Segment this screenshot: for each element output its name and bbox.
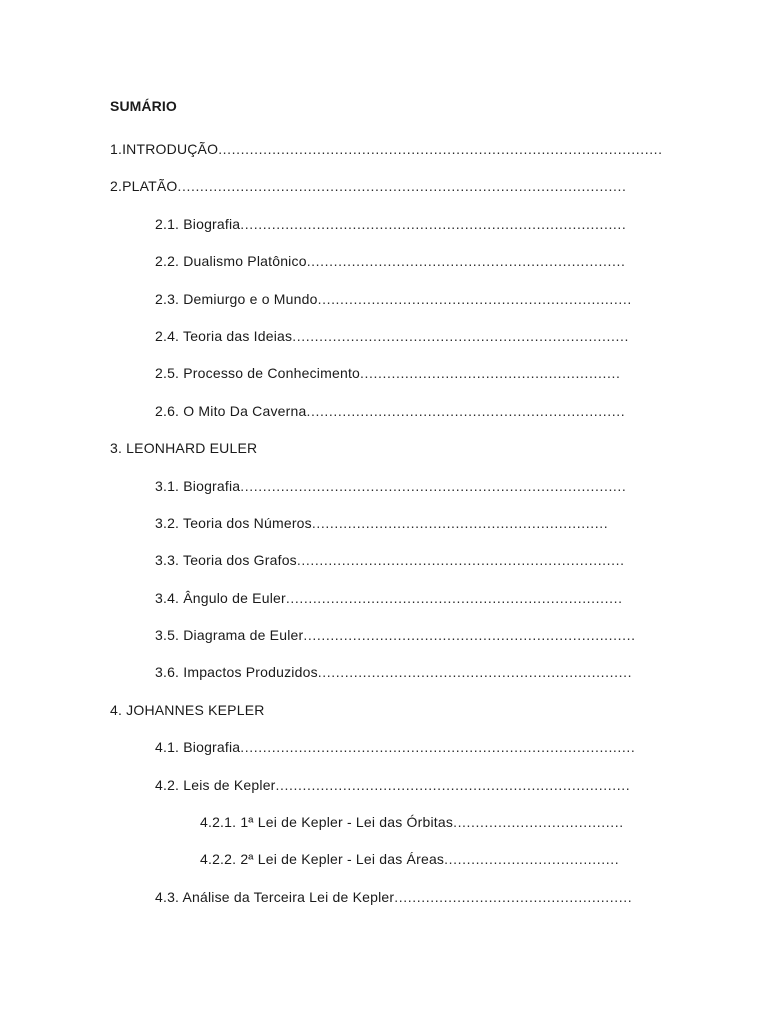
toc-entry <box>0 177 768 214</box>
toc-entry <box>0 402 768 439</box>
toc-entry-text <box>155 290 632 308</box>
toc-entry-label: 2.1. Biografia <box>155 215 241 232</box>
toc-entry-text <box>110 439 257 457</box>
toc-entry <box>0 626 768 663</box>
toc-entry <box>0 888 768 925</box>
toc-entry-text <box>155 477 626 495</box>
toc-entry-text <box>110 140 663 158</box>
toc-dot-leader: ........................................................................... <box>285 589 623 606</box>
toc-entry-text <box>155 327 629 345</box>
toc-entry-text <box>155 252 625 270</box>
toc-dot-leader: ...................................... <box>453 814 624 831</box>
toc-dot-leader: ........................................................................... <box>292 327 629 344</box>
toc-entry <box>0 215 768 252</box>
toc-dot-leader: ................................................................................................... <box>218 141 663 157</box>
toc-entry <box>0 364 768 401</box>
toc-entry-text <box>155 215 626 233</box>
toc-entry-label: 3.5. Diagrama de Euler <box>155 627 304 644</box>
toc-entry-text <box>155 364 620 382</box>
toc-entry <box>0 589 768 626</box>
toc-dot-leader: .......................................................... <box>360 365 621 382</box>
toc-entry <box>0 776 768 813</box>
toc-dot-leader: ...................................................................... <box>317 290 632 307</box>
toc-dot-leader: ....................................................................... <box>306 253 626 270</box>
toc-entry <box>0 252 768 289</box>
toc-dot-leader: ........................................................................................ <box>240 739 636 756</box>
toc-entry-text <box>200 813 624 831</box>
toc-entry <box>0 551 768 588</box>
toc-entry <box>0 663 768 700</box>
toc-entry-text <box>155 551 625 569</box>
toc-list <box>0 140 768 925</box>
toc-entry <box>0 477 768 514</box>
toc-entry <box>0 514 768 551</box>
toc-entry-text <box>155 514 608 532</box>
toc-entry <box>0 140 768 177</box>
toc-entry-label: 1.INTRODUÇÃO <box>110 141 219 157</box>
toc-entry-text <box>110 701 265 719</box>
toc-entry-label: 2.3. Demiurgo e o Mundo <box>155 290 318 307</box>
toc-entry-label: 4.2. Leis de Kepler <box>155 776 276 793</box>
toc-entry-label: 4. JOHANNES KEPLER <box>110 701 265 718</box>
toc-entry-label: 2.2. Dualismo Platônico <box>155 253 307 270</box>
toc-entry-text <box>155 589 623 607</box>
toc-dot-leader: ...................................................................... <box>317 664 633 681</box>
toc-dot-leader: ....................................... <box>444 851 620 868</box>
toc-dot-leader: ...................................................................................... <box>240 215 627 232</box>
toc-entry-label: 3. LEONHARD EULER <box>110 440 258 457</box>
toc-entry <box>0 439 768 476</box>
toc-dot-leader: .................................................................................................... <box>177 178 627 195</box>
toc-entry-label: 3.2. Teoria dos Números <box>155 514 312 531</box>
toc-dot-leader: ....................................................................... <box>306 402 626 419</box>
toc-entry-text <box>155 626 636 644</box>
toc-dot-leader: ..................................................... <box>394 888 633 905</box>
toc-entry-label: 2.PLATÃO <box>110 178 178 195</box>
toc-dot-leader: ............................................................................... <box>275 776 631 793</box>
toc-entry-label: 2.6. O Mito Da Caverna <box>155 402 307 419</box>
toc-entry <box>0 327 768 364</box>
toc-dot-leader: ...................................................................................... <box>240 477 627 494</box>
toc-entry-text <box>200 850 619 868</box>
toc-entry-label: 2.4. Teoria das Ideias <box>155 327 293 344</box>
toc-entry-text <box>155 402 625 420</box>
toc-dot-leader: .......................................................................... <box>303 627 636 644</box>
toc-entry-label: 4.1. Biografia <box>155 739 241 756</box>
toc-entry-label: 3.3. Teoria dos Grafos <box>155 552 297 569</box>
toc-dot-leader: .................................................................. <box>311 514 609 531</box>
toc-entry <box>0 813 768 850</box>
toc-entry <box>0 738 768 775</box>
toc-entry-text <box>155 888 632 906</box>
toc-entry-label: 4.2.1. 1ª Lei de Kepler - Lei das Órbitas <box>200 814 454 831</box>
toc-dot-leader: ......................................................................... <box>296 552 625 569</box>
toc-entry-label: 3.4. Ângulo de Euler <box>155 589 286 606</box>
toc-title: SUMÁRIO <box>110 98 177 114</box>
toc-entry <box>0 701 768 738</box>
toc-entry-label: 4.2.2. 2ª Lei de Kepler - Lei das Áreas <box>200 851 445 868</box>
toc-entry-label: 2.5. Processo de Conhecimento <box>155 365 361 382</box>
toc-entry-label: 3.1. Biografia <box>155 477 241 494</box>
toc-entry-text <box>110 177 626 195</box>
toc-entry-text <box>155 776 630 794</box>
toc-entry <box>0 290 768 327</box>
toc-entry <box>0 850 768 887</box>
toc-entry-label: 4.3. Análise da Terceira Lei de Kepler <box>155 888 395 905</box>
toc-entry-text <box>155 663 632 681</box>
toc-entry-label: 3.6. Impactos Produzidos <box>155 664 318 681</box>
toc-entry-text <box>155 738 635 756</box>
